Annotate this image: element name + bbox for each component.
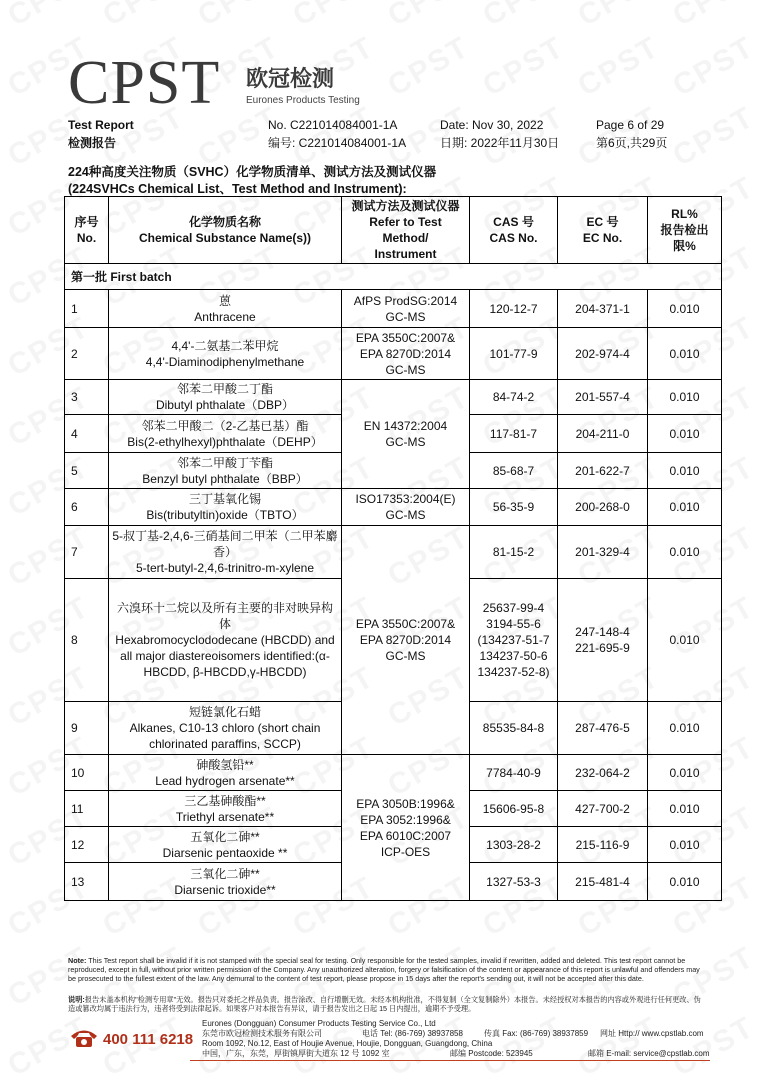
substance-name	[109, 489, 342, 526]
row-number: 4	[65, 415, 109, 453]
reporting-limit: 0.010	[648, 489, 722, 526]
header-method: 测试方法及测试仪器 Refer to Test Method/ Instrument	[342, 197, 470, 264]
logo-mark: CPST	[68, 49, 221, 117]
substance-name-cn: 三氧化二砷**	[190, 866, 260, 881]
table-row	[65, 380, 722, 415]
watermark-text	[572, 30, 665, 103]
substance-name-cn: 5-叔丁基-2,4,6-三硝基间二甲苯（二甲苯麝香）	[112, 529, 338, 559]
batch-row	[65, 264, 722, 290]
cas-number: 7784-40-9	[470, 755, 558, 791]
watermark-text	[667, 1080, 760, 1086]
row-number: 5	[65, 453, 109, 489]
substance-name-cn: 4,4'-二氨基二苯甲烷	[171, 338, 279, 353]
test-method: EPA 3050B:1996& EPA 3052:1996& EPA 6010C:2007 ICP-OES	[342, 755, 470, 901]
watermark-text	[762, 100, 768, 173]
watermark-text	[287, 0, 380, 34]
watermark-text	[667, 1010, 760, 1083]
substance-name-cn: 三丁基氧化锡	[188, 492, 261, 506]
row-number: 2	[65, 328, 109, 380]
substance-name	[109, 755, 342, 791]
watermark-text	[572, 1080, 665, 1086]
watermark-text	[762, 520, 768, 593]
report-number-cn: 编号: C221014084001-1A	[268, 136, 407, 150]
company-name-en: Eurones (Dongguan) Consumer Products Testing Service Co., Ltd	[202, 1019, 436, 1028]
ec-number: 204-371-1	[558, 290, 648, 328]
watermark-text	[762, 730, 768, 803]
cn-note-text: 报告未盖本机构"检测专用章"无效。报告只对委托之样品负责。报告涂改、自行增删无效。未经本机构批准，不得复制（全文复制除外）本报告。未经授权对本报告的内容或外观进行任何更改、伪造或篡改均属于违法行为，违者将受到法律起诉。如果客户对本报告有异议，请于报告发出之日起 15 日内提出，逾期不予受理。	[68, 995, 701, 1013]
substance-name	[109, 453, 342, 489]
substance-name-cn: 邻苯二甲酸二（2-乙基已基）酯	[141, 418, 309, 433]
table-row	[65, 526, 722, 579]
cas-number: 120-12-7	[470, 290, 558, 328]
ec-number: 201-622-7	[558, 453, 648, 489]
substance-name	[109, 328, 342, 380]
substance-name-cn: 短链氯化石蜡	[188, 705, 261, 719]
table-row	[65, 489, 722, 526]
substance-name	[109, 415, 342, 453]
watermark-text	[572, 1010, 665, 1083]
reporting-limit: 0.010	[648, 290, 722, 328]
watermark-text	[97, 1080, 190, 1086]
substance-name-en: Dibutyl phthalate（DBP）	[155, 398, 295, 412]
note-label: Note:	[68, 956, 87, 965]
watermark-text	[97, 0, 190, 34]
header-cas: CAS 号 CAS No.	[470, 197, 558, 264]
website-link[interactable]: 网址 Http:// www.cpstlab.com	[600, 1029, 704, 1038]
watermark-text	[762, 0, 768, 34]
substance-name-en: Diarsenic trioxide**	[174, 882, 276, 897]
test-method: EPA 3550C:2007& EPA 8270D:2014 GC-MS	[342, 526, 470, 755]
cn-note-label: 说明:	[68, 995, 85, 1004]
substance-name	[109, 863, 342, 901]
ec-number: 427-700-2	[558, 791, 648, 827]
row-number: 9	[65, 702, 109, 755]
section-title-cn: 224种高度关注物质（SVHC）化学物质清单、测试方法及测试仪器	[68, 165, 437, 179]
substance-name-en: 5-tert-butyl-2,4,6-trinitro-m-xylene	[135, 561, 315, 575]
cas-number: 25637-99-4 3194-55-6 (134237-51-7 134237-50-6 134237-52-8)	[470, 579, 558, 702]
watermark-text	[762, 590, 768, 663]
watermark-text	[762, 240, 768, 313]
watermark-text	[762, 310, 768, 383]
test-method: EN 14372:2004 GC-MS	[342, 380, 470, 489]
row-number: 13	[65, 863, 109, 901]
watermark-text	[762, 940, 768, 1013]
row-number: 1	[65, 290, 109, 328]
row-number: 10	[65, 755, 109, 791]
reporting-limit: 0.010	[648, 380, 722, 415]
reporting-limit: 0.010	[648, 453, 722, 489]
substance-name-en: Bis(2-ethylhexyl)phthalate（DEHP）	[127, 434, 323, 449]
watermark-text	[762, 380, 768, 453]
substance-name-en: Diarsenic pentaoxide **	[162, 845, 288, 860]
test-method: AfPS ProdSG:2014 GC-MS	[342, 290, 470, 328]
watermark-text	[2, 0, 95, 34]
row-number: 6	[65, 489, 109, 526]
watermark-text	[477, 0, 570, 34]
table-header-row	[65, 197, 722, 264]
hotline-number: 400 111 6218	[103, 1031, 194, 1048]
test-method: ISO17353:2004(E) GC-MS	[342, 489, 470, 526]
substance-name-en: Anthracene	[194, 309, 256, 324]
reporting-limit: 0.010	[648, 755, 722, 791]
telephone-text: 电话 Tel: (86-769) 38937858	[362, 1029, 463, 1038]
cas-number: 1303-28-2	[470, 827, 558, 863]
footer-divider	[190, 1060, 710, 1061]
watermark-text	[762, 1080, 768, 1086]
substance-name-cn: 五氧化二砷**	[190, 829, 260, 844]
watermark-text	[762, 30, 768, 103]
reporting-limit: 0.010	[648, 579, 722, 702]
watermark-text	[382, 0, 475, 34]
ec-number: 247-148-4 221-695-9	[558, 579, 648, 702]
reporting-limit: 0.010	[648, 827, 722, 863]
substance-name-en: 4,4'-Diaminodiphenylmethane	[145, 354, 305, 369]
postcode-text: 邮编 Postcode: 523945	[450, 1049, 533, 1058]
watermark-text	[2, 1080, 95, 1086]
watermark-text	[382, 1080, 475, 1086]
substance-name-en: Lead hydrogen arsenate**	[155, 773, 295, 788]
company-name-cn: 东莞市欧冠检测技术服务有限公司	[202, 1029, 322, 1038]
company-logo	[68, 49, 360, 117]
table-row	[65, 755, 722, 791]
reporting-limit: 0.010	[648, 526, 722, 579]
substance-name-en: Alkanes, C10-13 chloro (short chain chlorinated paraffins, SCCP)	[129, 721, 321, 751]
section-title-en: (224SVHCs Chemical List、Test Method and Instrument):	[68, 182, 407, 196]
substance-name-cn: 邻苯二甲酸二丁酯	[176, 382, 273, 396]
substance-name-cn: 三乙基砷酸酯**	[184, 793, 266, 808]
note-text: This Test report shall be invalid if it is not stamped with the special seal for testing. Only responsible for the tested samples, invalid if rewritten, added and deleted. This test report cannot be reproduced, except in full, without prior written permission of the Company. Any unauthorized alteration, forgery or falsification of the content or appearance of this report is unlawful and offenders may be prosecuted to the fullest extent of the law. Any demurral to the content of test report, please propose in 15 days after the report's sending out, it will not be accepted after this date.	[68, 956, 700, 983]
reporting-limit: 0.010	[648, 791, 722, 827]
cas-number: 85-68-7	[470, 453, 558, 489]
cas-number: 81-15-2	[470, 526, 558, 579]
reporting-limit: 0.010	[648, 702, 722, 755]
substance-name-cn: 六溴环十二烷以及所有主要的非对映异构体	[116, 601, 333, 631]
substance-name-en: Hexabromocyclododecane (HBCDD) and all major diastereoisomers identified:(α-HBCDD, β-HBCDD,γ-HBCDD)	[115, 633, 335, 679]
report-label-en: Test Report	[68, 118, 134, 132]
watermark-text	[382, 30, 475, 103]
substance-name-en: Bis(tributyltin)oxide（TBTO）	[146, 508, 304, 522]
watermark-text	[477, 1080, 570, 1086]
page-number-en: Page 6 of 29	[596, 118, 665, 132]
watermark-text	[762, 1010, 768, 1083]
watermark-text	[667, 100, 760, 173]
substance-name	[109, 827, 342, 863]
substance-name-cn: 蒽	[218, 293, 231, 308]
logo-en: Eurones Products Testing	[246, 95, 360, 106]
watermark-text	[287, 1080, 380, 1086]
report-date-en: Date: Nov 30, 2022	[440, 118, 544, 132]
watermark-text	[762, 660, 768, 733]
table-row	[65, 328, 722, 380]
watermark-text	[192, 1080, 285, 1086]
substance-name-en: Benzyl butyl phthalate（BBP）	[142, 471, 308, 486]
cas-number: 56-35-9	[470, 489, 558, 526]
row-number: 8	[65, 579, 109, 702]
reporting-limit: 0.010	[648, 328, 722, 380]
footer-note-en	[68, 956, 708, 983]
fax-text: 传真 Fax: (86-769) 38937859	[484, 1029, 589, 1038]
watermark-text	[762, 170, 768, 243]
watermark-text	[762, 450, 768, 523]
footer-note-cn	[68, 995, 708, 1013]
batch-label: 第一批 First batch	[65, 264, 722, 290]
ec-number: 204-211-0	[558, 415, 648, 453]
watermark-text	[667, 30, 760, 103]
cas-number: 15606-95-8	[470, 791, 558, 827]
cas-number: 84-74-2	[470, 380, 558, 415]
substance-name	[109, 380, 342, 415]
cas-number: 117-81-7	[470, 415, 558, 453]
address-cn: 中国，广东，东莞，厚街镇厚街大道东 12 号 1092 室	[202, 1049, 390, 1058]
report-date-cn: 日期: 2022年11月30日	[440, 136, 560, 150]
ec-number: 201-557-4	[558, 380, 648, 415]
ec-number: 202-974-4	[558, 328, 648, 380]
substance-name	[109, 702, 342, 755]
reporting-limit: 0.010	[648, 415, 722, 453]
email-link[interactable]: 邮箱 E-mail: service@cpstlab.com	[588, 1049, 710, 1058]
ec-number: 201-329-4	[558, 526, 648, 579]
substance-name	[109, 791, 342, 827]
substance-name	[109, 290, 342, 328]
row-number: 11	[65, 791, 109, 827]
row-number: 7	[65, 526, 109, 579]
address-en: Room 1092, No.12, East of Houjie Avenue, Houjie, Dongguan, Guangdong, China	[202, 1039, 493, 1048]
ec-number: 287-476-5	[558, 702, 648, 755]
header-name: 化学物质名称 Chemical Substance Name(s))	[109, 197, 342, 264]
reporting-limit: 0.010	[648, 863, 722, 901]
substance-name-cn: 邻苯二甲酸丁苄酯	[176, 455, 273, 470]
watermark-text	[667, 0, 760, 34]
watermark-text	[762, 800, 768, 873]
row-number: 3	[65, 380, 109, 415]
page-number-cn: 第6页,共29页	[596, 136, 668, 150]
header-rl: RL% 报告检出 限%	[648, 197, 722, 264]
ec-number: 215-481-4	[558, 863, 648, 901]
header-no: 序号 No.	[65, 197, 109, 264]
substance-name	[109, 579, 342, 702]
substance-name-cn: 砷酸氢铅**	[196, 757, 254, 772]
cas-number: 85535-84-8	[470, 702, 558, 755]
watermark-text	[477, 30, 570, 103]
report-number-en: No. C221014084001-1A	[268, 118, 398, 132]
ec-number: 215-116-9	[558, 827, 648, 863]
header-ec: EC 号 EC No.	[558, 197, 648, 264]
svhc-table	[64, 196, 722, 901]
watermark-text	[572, 0, 665, 34]
row-number: 12	[65, 827, 109, 863]
substance-name	[109, 526, 342, 579]
report-label-cn: 检测报告	[68, 136, 117, 150]
watermark-text	[762, 870, 768, 943]
table-row	[65, 290, 722, 328]
telephone-icon	[68, 1027, 100, 1049]
watermark-text	[192, 0, 285, 34]
ec-number: 232-064-2	[558, 755, 648, 791]
substance-name-en: Triethyl arsenate**	[175, 809, 275, 824]
ec-number: 200-268-0	[558, 489, 648, 526]
cas-number: 101-77-9	[470, 328, 558, 380]
test-method: EPA 3550C:2007& EPA 8270D:2014 GC-MS	[342, 328, 470, 380]
cas-number: 1327-53-3	[470, 863, 558, 901]
logo-cn: 欧冠检测	[246, 66, 335, 91]
